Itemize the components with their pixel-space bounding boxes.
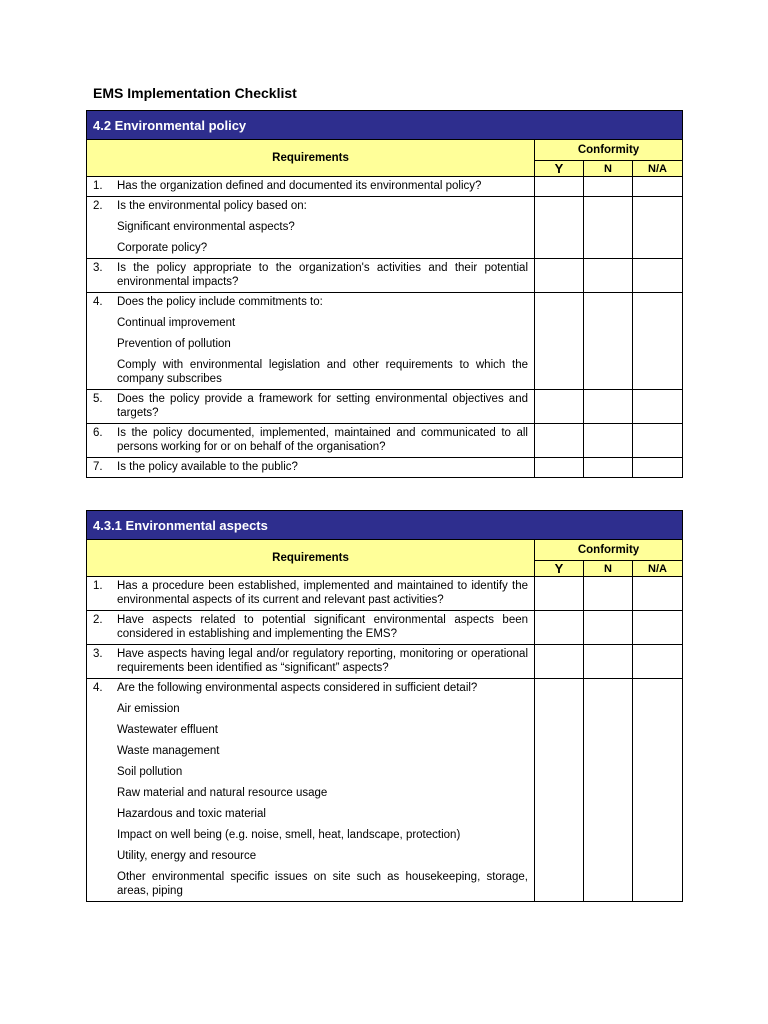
conformity-yes-cell[interactable]	[535, 293, 584, 390]
conformity-no-cell[interactable]	[584, 679, 633, 902]
requirements-header: Requirements	[87, 140, 535, 177]
conformity-yes-header: Y	[535, 161, 584, 177]
conformity-yes-cell[interactable]	[535, 390, 584, 424]
item-text: Has the organization defined and documented its environmental policy?	[117, 180, 482, 192]
requirement-question	[93, 179, 528, 193]
item-text: Is the policy appropriate to the organization's activities and their potential environmental impacts?	[117, 262, 528, 288]
checklist-row	[87, 679, 683, 902]
sub-item-text: Prevention of pollution	[117, 338, 231, 350]
item-number: 3.	[93, 262, 103, 274]
conformity-no-cell[interactable]	[584, 424, 633, 458]
requirement-question	[93, 295, 528, 309]
column-header-row	[87, 140, 683, 161]
conformity-na-cell[interactable]	[633, 259, 683, 293]
sub-item-text: Raw material and natural resource usage	[117, 787, 328, 799]
section-heading-row	[87, 111, 683, 140]
item-text: Have aspects related to potential significant environmental aspects been considered in establishing and implementing the EMS?	[117, 614, 528, 640]
item-number: 4.	[93, 682, 103, 694]
conformity-no-cell[interactable]	[584, 197, 633, 259]
requirement-question	[93, 199, 528, 213]
checklist-row	[87, 390, 683, 424]
section-heading: 4.2 Environmental policy	[87, 111, 683, 140]
item-number: 1.	[93, 580, 103, 592]
item-number: 1.	[93, 180, 103, 192]
requirement-cell	[87, 458, 535, 478]
sub-item-text: Corporate policy?	[117, 242, 208, 254]
requirement-cell	[87, 390, 535, 424]
conformity-no-header: N	[584, 561, 633, 577]
environmental-policy-table	[86, 110, 683, 478]
checklist-row	[87, 645, 683, 679]
conformity-no-cell[interactable]	[584, 645, 633, 679]
column-header-row	[87, 540, 683, 561]
item-number: 2.	[93, 614, 103, 626]
requirement-cell	[87, 611, 535, 645]
conformity-na-header: N/A	[633, 161, 683, 177]
conformity-yes-cell[interactable]	[535, 577, 584, 611]
section-heading-row	[87, 511, 683, 540]
requirement-cell	[87, 679, 535, 902]
conformity-no-cell[interactable]	[584, 611, 633, 645]
sub-item-text: Wastewater effluent	[117, 724, 218, 736]
sub-item-text: Soil pollution	[117, 766, 183, 778]
item-text: Have aspects having legal and/or regulatory reporting, monitoring or operational requirements been identified as “significant” aspects?	[117, 648, 528, 674]
conformity-no-cell[interactable]	[584, 293, 633, 390]
sub-item-text: Continual improvement	[117, 317, 236, 329]
conformity-yes-cell[interactable]	[535, 424, 584, 458]
conformity-header: Conformity	[535, 140, 683, 161]
conformity-na-header: N/A	[633, 561, 683, 577]
document-title: EMS Implementation Checklist	[93, 85, 297, 101]
conformity-yes-cell[interactable]	[535, 679, 584, 902]
conformity-na-cell[interactable]	[633, 577, 683, 611]
conformity-yes-cell[interactable]	[535, 259, 584, 293]
sub-item-text: Waste management	[117, 745, 220, 757]
item-number: 6.	[93, 427, 103, 439]
section-heading: 4.3.1 Environmental aspects	[87, 511, 683, 540]
conformity-yes-cell[interactable]	[535, 611, 584, 645]
checklist-row	[87, 424, 683, 458]
conformity-yes-cell[interactable]	[535, 458, 584, 478]
requirement-question	[93, 261, 528, 289]
checklist-row	[87, 611, 683, 645]
checklist-row	[87, 197, 683, 259]
conformity-yes-header: Y	[535, 561, 584, 577]
conformity-no-header: N	[584, 161, 633, 177]
conformity-no-cell[interactable]	[584, 390, 633, 424]
sub-item-text: Significant environmental aspects?	[117, 221, 295, 233]
sub-item-text: Comply with environmental legislation and other requirements to which the company subscribes	[117, 359, 528, 385]
requirement-question	[93, 579, 528, 607]
item-text: Are the following environmental aspects considered in sufficient detail?	[117, 682, 478, 694]
item-number: 7.	[93, 461, 103, 473]
item-number: 4.	[93, 296, 103, 308]
requirement-cell	[87, 177, 535, 197]
conformity-na-cell[interactable]	[633, 611, 683, 645]
sub-item-text: Hazardous and toxic material	[117, 808, 266, 820]
conformity-na-cell[interactable]	[633, 177, 683, 197]
item-number: 3.	[93, 648, 103, 660]
conformity-na-cell[interactable]	[633, 458, 683, 478]
requirement-question	[93, 647, 528, 675]
requirement-cell	[87, 259, 535, 293]
item-text: Is the policy documented, implemented, maintained and communicated to all persons working for or on behalf of the organisation?	[117, 427, 528, 453]
item-text: Is the environmental policy based on:	[117, 200, 307, 212]
checklist-row	[87, 293, 683, 390]
item-text: Does the policy provide a framework for setting environmental objectives and targets?	[117, 393, 528, 419]
conformity-yes-cell[interactable]	[535, 177, 584, 197]
requirement-question	[93, 460, 528, 474]
sub-item-text: Impact on well being (e.g. noise, smell, heat, landscape, protection)	[117, 829, 461, 841]
conformity-na-cell[interactable]	[633, 293, 683, 390]
checklist-row	[87, 577, 683, 611]
requirement-question	[93, 392, 528, 420]
requirements-header: Requirements	[87, 540, 535, 577]
item-text: Is the policy available to the public?	[117, 461, 298, 473]
conformity-na-cell[interactable]	[633, 645, 683, 679]
item-number: 5.	[93, 393, 103, 405]
conformity-na-cell[interactable]	[633, 679, 683, 902]
item-text: Does the policy include commitments to:	[117, 296, 323, 308]
requirement-cell	[87, 645, 535, 679]
conformity-no-cell[interactable]	[584, 177, 633, 197]
requirement-cell	[87, 424, 535, 458]
item-number: 2.	[93, 200, 103, 212]
conformity-na-cell[interactable]	[633, 197, 683, 259]
requirement-cell	[87, 197, 535, 259]
conformity-header: Conformity	[535, 540, 683, 561]
requirement-cell	[87, 577, 535, 611]
sub-item-text: Other environmental specific issues on site such as housekeeping, storage, areas, piping	[117, 871, 528, 897]
conformity-yes-cell[interactable]	[535, 197, 584, 259]
sub-item-text: Utility, energy and resource	[117, 850, 257, 862]
conformity-na-cell[interactable]	[633, 424, 683, 458]
conformity-no-cell[interactable]	[584, 259, 633, 293]
conformity-yes-cell[interactable]	[535, 645, 584, 679]
requirement-cell	[87, 293, 535, 390]
item-text: Has a procedure been established, implemented and maintained to identify the environmental aspects of its current and relevant past activities?	[117, 580, 528, 606]
requirement-question	[93, 426, 528, 454]
checklist-row	[87, 458, 683, 478]
conformity-no-cell[interactable]	[584, 577, 633, 611]
conformity-no-cell[interactable]	[584, 458, 633, 478]
checklist-row	[87, 259, 683, 293]
sub-item-text: Air emission	[117, 703, 180, 715]
environmental-aspects-table	[86, 510, 683, 902]
requirement-question	[93, 613, 528, 641]
requirement-question	[93, 681, 528, 695]
checklist-row	[87, 177, 683, 197]
conformity-na-cell[interactable]	[633, 390, 683, 424]
